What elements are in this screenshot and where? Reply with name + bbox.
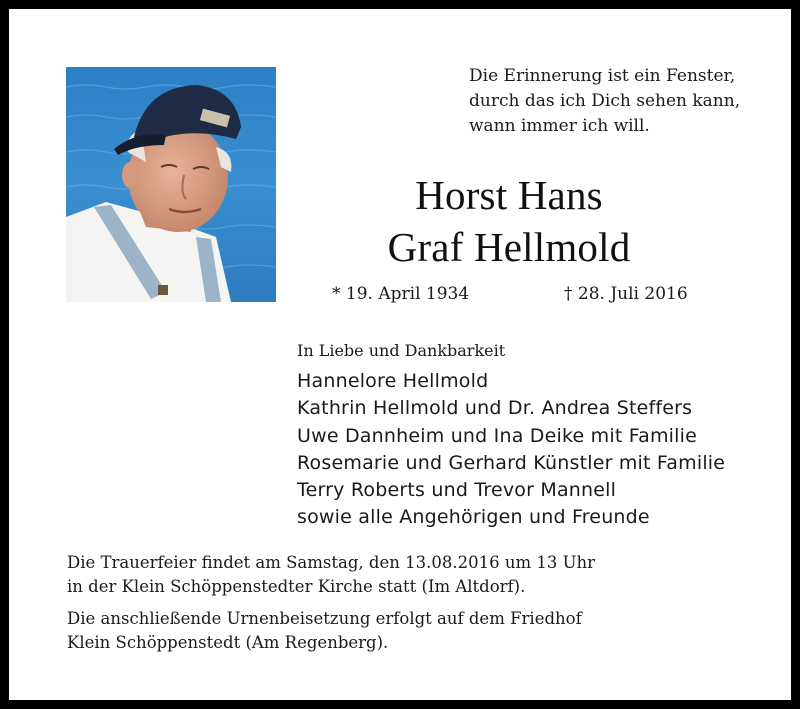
mourner-name: Rosemarie und Gerhard Künstler mit Familie	[297, 451, 726, 474]
mourner-name: Terry Roberts und Trevor Mannell	[297, 479, 617, 502]
death-date: † 28. Juli 2016	[564, 284, 688, 304]
notice-line: in der Klein Schöppenstedter Kirche statt (Im Altdorf).	[67, 577, 526, 596]
quote-line: durch das ich Dich sehen kann,	[469, 91, 741, 111]
notice-line: Die anschließende Urnenbeisetzung erfolgt auf dem Friedhof	[67, 609, 582, 628]
mourners-intro: In Liebe und Dankbarkeit	[297, 341, 506, 360]
mourner-name: Hannelore Hellmold	[297, 370, 489, 392]
burial-notice	[67, 607, 582, 655]
quote-line: Die Erinnerung ist ein Fenster,	[469, 66, 736, 86]
notice-line: Klein Schöppenstedt (Am Regenberg).	[67, 633, 389, 652]
mourner-name: sowie alle Angehörigen und Freunde	[297, 506, 650, 529]
portrait-photo	[66, 67, 276, 302]
mourner-name: Uwe Dannheim und Ina Deike mit Familie	[297, 424, 697, 447]
quote-line: wann immer ich will.	[469, 116, 650, 136]
deceased-name-line1: Horst Hans	[415, 172, 603, 218]
notice-line: Die Trauerfeier findet am Samstag, den 13.08.2016 um 13 Uhr	[67, 553, 595, 572]
mourners-list	[297, 368, 725, 532]
memorial-quote	[469, 64, 779, 139]
deceased-name-line2: Graf Hellmold	[387, 224, 631, 270]
mourner-name: Kathrin Hellmold und Dr. Andrea Steffers	[297, 397, 693, 420]
funeral-notice	[67, 551, 595, 599]
birth-date: * 19. April 1934	[332, 284, 470, 304]
